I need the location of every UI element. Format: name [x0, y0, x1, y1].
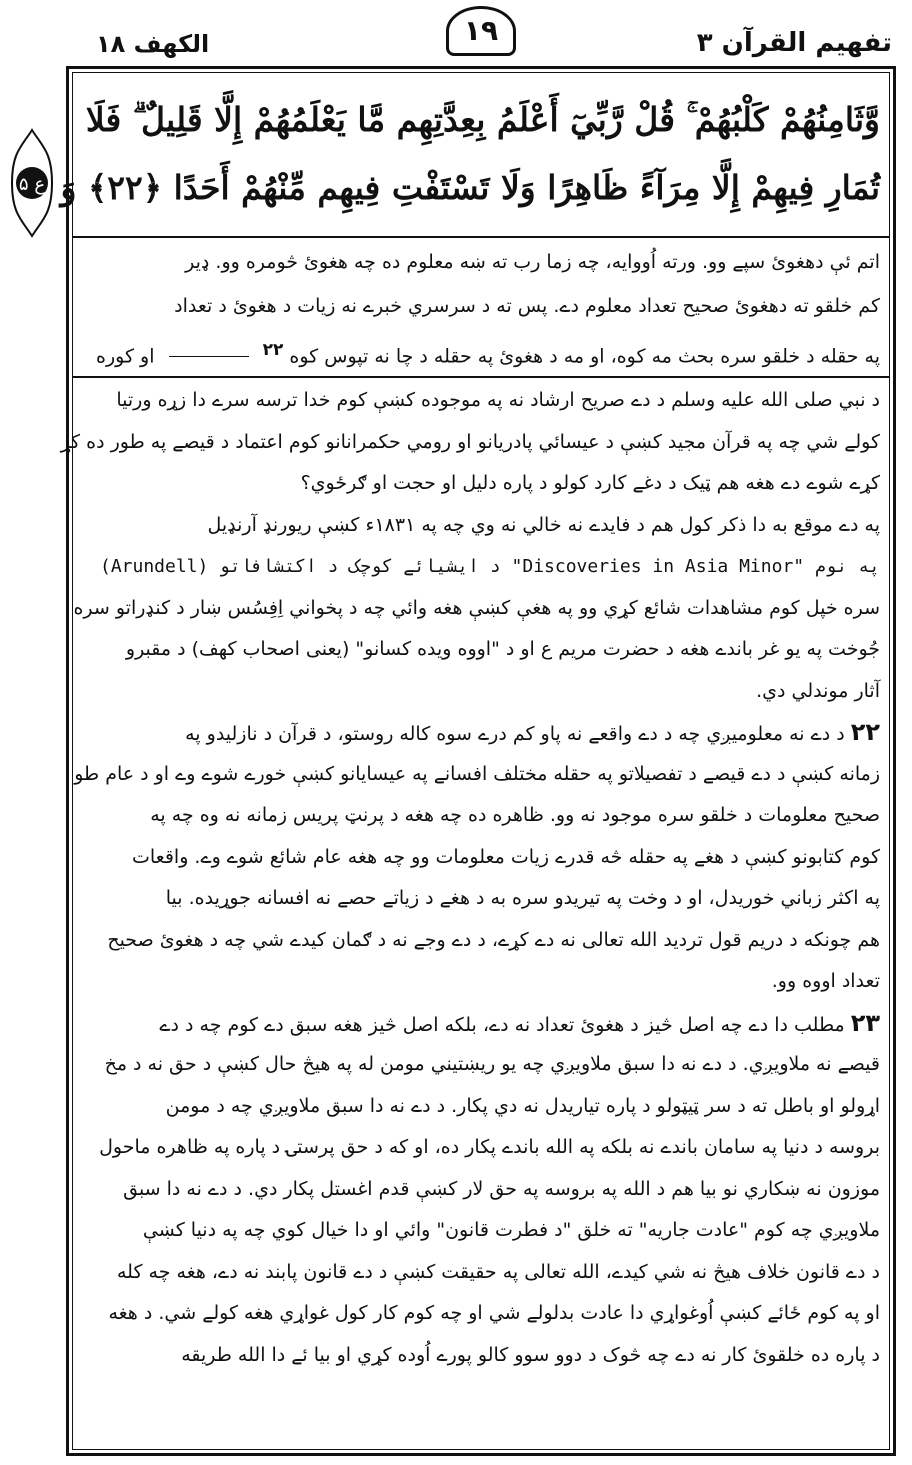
note-line: تعداد اووه وو.	[771, 970, 880, 992]
translation-line-1: اتم ئې دهغوئ سپے وو. ورته اُووايه، چه زما رب ته ښه معلوم ده چه هغوئ څومره وو. ډیر	[185, 251, 880, 273]
note-line: ملاویږي چه کوم "عادت جاریه" ته خلق "د فطرت قانون" وائي او دا خیال کوي چه په دنیا کښې	[142, 1219, 880, 1241]
note-line: او په کوم ځائے کښې اُوغواړي دا عادت بدلولے شي او چه کوم کار کول غواړي هغه کولے شي. د هغه	[108, 1302, 880, 1324]
note-text: مطلب دا دے چه اصل څیز د هغوئ تعداد نه دے، بلکه اصل څیز هغه سبق دے کوم چه د دے	[159, 1013, 845, 1036]
note-line: زمانه کښې د دے قیصے د تفصیلاتو په حقله مختلف افسانے په عیسایانو کښې خورے شوے وے او د عام طو	[74, 762, 880, 785]
translation-line-2: کم خلقو ته دهغوئ صحیح تعداد معلوم دے. پس ته د سرسري خبرے نه زیات د هغوئ د تعداد	[174, 295, 880, 317]
footnote-ref: ۲۲	[262, 340, 284, 360]
note-line	[90, 712, 880, 754]
translation-tail: او کوره	[96, 345, 155, 368]
note-line: په دے موقع به دا ذکر کول هم د فایدے نه خالي نه وي چه په ۱۸۳۱ء کښې ریورنډ آرنډیل	[207, 513, 880, 536]
ayah-line-1: وَّثَامِنُهُمْ كَلْبُهُمْ ۚ قُلْ رَّبِّيٓ أَعْلَمُ بِعِدَّتِهِم مَّا يَعْلَمُهُمْ إِلَّا قَلِيلٌ ۗ فَلَا	[85, 100, 880, 139]
note-number: ۲۲	[850, 718, 880, 746]
ayah-divider	[72, 236, 890, 238]
translation-divider	[72, 376, 890, 378]
note-line: هم چونکه د دریم قول تردید الله تعالی نه دے کړے، د دے وجے نه د ګمان کیدے شي چه د هغوئ صحیح	[107, 928, 880, 951]
note-line: بروسه د دنیا په سامان باندے نه بلکه په الله باندے پکار ده، او که د حق پرستۍ د پاره په ظاهره ماحول	[99, 1136, 880, 1158]
ruku-label: ع ۵	[18, 174, 46, 195]
note-line-latin	[90, 546, 880, 588]
note-line: سره خپل کوم مشاهدات شائع کړي وو په هغې کښې هغه وائي چه د پخواني اِفِسُس ښار د کنډراتو سره	[73, 596, 880, 619]
commentary	[60, 380, 880, 1450]
note-line: کولے شي چه په قرآن مجید کښې د عیسائي پادریانو او رومي حکمرانانو کوم اعتماد د قیصے په طور ده کړ	[60, 430, 880, 453]
ruku-marker-icon	[8, 128, 56, 238]
translation-line-3-text: په حقله د خلقو سره بحث مه کوه، او مه د هغوئ په حقله د چا نه تپوس کوه	[289, 345, 880, 368]
page-header	[0, 0, 912, 62]
note-line: موزون نه ښکاري نو بیا هم د الله په بروسه په حق لار کښې قدم اغستل پکار دي. د دے نه دا سبق	[123, 1177, 880, 1200]
note-line: صحیح معلومات د خلقو سره موجود نه وو. ظاهره ده چه هغه د پرنټ پریس زمانه نه وه چه په	[150, 804, 880, 826]
note-line: کوم کتابونو کښې د هغے په حقله څه قدرے زیات معلومات وو چه هغه عام شائع شوے وے. واقعات	[131, 845, 880, 868]
note-line: د دے قانون خلاف هیڅ نه شي کیدے، الله تعالی په حقیقت کښې د دے قانون پابند نه دے، هغه چه کله	[116, 1260, 880, 1283]
ayah-text	[60, 86, 880, 232]
note-line: جُوخت په یو غر باندے هغه د حضرت مریم ع او د "اووه ویده کسانو" (یعنی اصحاب کهف) د مقبرو	[125, 638, 880, 660]
latin-title: (Arundell) د ایشیائے کوچک د اکتشافاتو "Discoveries in Asia Minor" په نوم	[99, 556, 880, 577]
translation-line-3	[90, 328, 880, 372]
page-number: ۱۹	[446, 6, 516, 56]
surah-title: الکهف ۱۸	[96, 30, 210, 58]
note-line: د پاره ده خلقوئ کار نه دے چه څوک د دوو سوو کالو پورے اُوده کړي او بیا ئے دا الله طریقه	[181, 1343, 880, 1366]
note-line: کړے شوے دے هغه هم ټیک د دغے کارد کولو د پاره دلیل او حجت او ګرځوي؟	[300, 472, 880, 494]
note-line: د نبي صلی الله علیه وسلم د دے صریح ارشاد نه په موجوده کښې کوم خدا ترسه سرے دا زړه ورتیا	[116, 389, 880, 411]
translation	[90, 240, 880, 372]
note-line	[90, 1003, 880, 1045]
note-number: ۲۳	[850, 1008, 880, 1037]
note-line: په اکثر زباني خوریدل، او د وخت په تیریدو سره به د هغے د زیاتے حصے نه افسانه جوړیده. بیا	[165, 887, 880, 909]
note-line: قیصے نه ملاویږي. د دے نه دا سبق ملاویږي چه یو ریښتیني مومن له په هیڅ حال کښې د حق نه د مخ	[104, 1053, 880, 1075]
note-text: د دے نه معلومیږي چه د دے واقعے نه پاو کم درے سوه کاله روستو، د قرآن د نازلیدو په	[185, 723, 845, 745]
book-title: تفهیم القرآن ۳	[696, 28, 892, 58]
dash-rule	[169, 356, 249, 357]
note-line: آثار موندلي دي.	[756, 679, 880, 702]
ayah-line-2: تُمَارِ فِيهِمْ إِلَّا مِرَآءً ظَاهِرًا وَلَا تَسْتَفْتِ فِيهِم مِّنْهُمْ أَحَدًا ﴿٢٢﴾ وَ	[60, 168, 880, 207]
note-line: اړولو او باطل ته د سر ټیټولو د پاره تیاریدل نه دي پکار. د دے نه دا سبق ملاویږي چه د مومن	[165, 1094, 880, 1117]
